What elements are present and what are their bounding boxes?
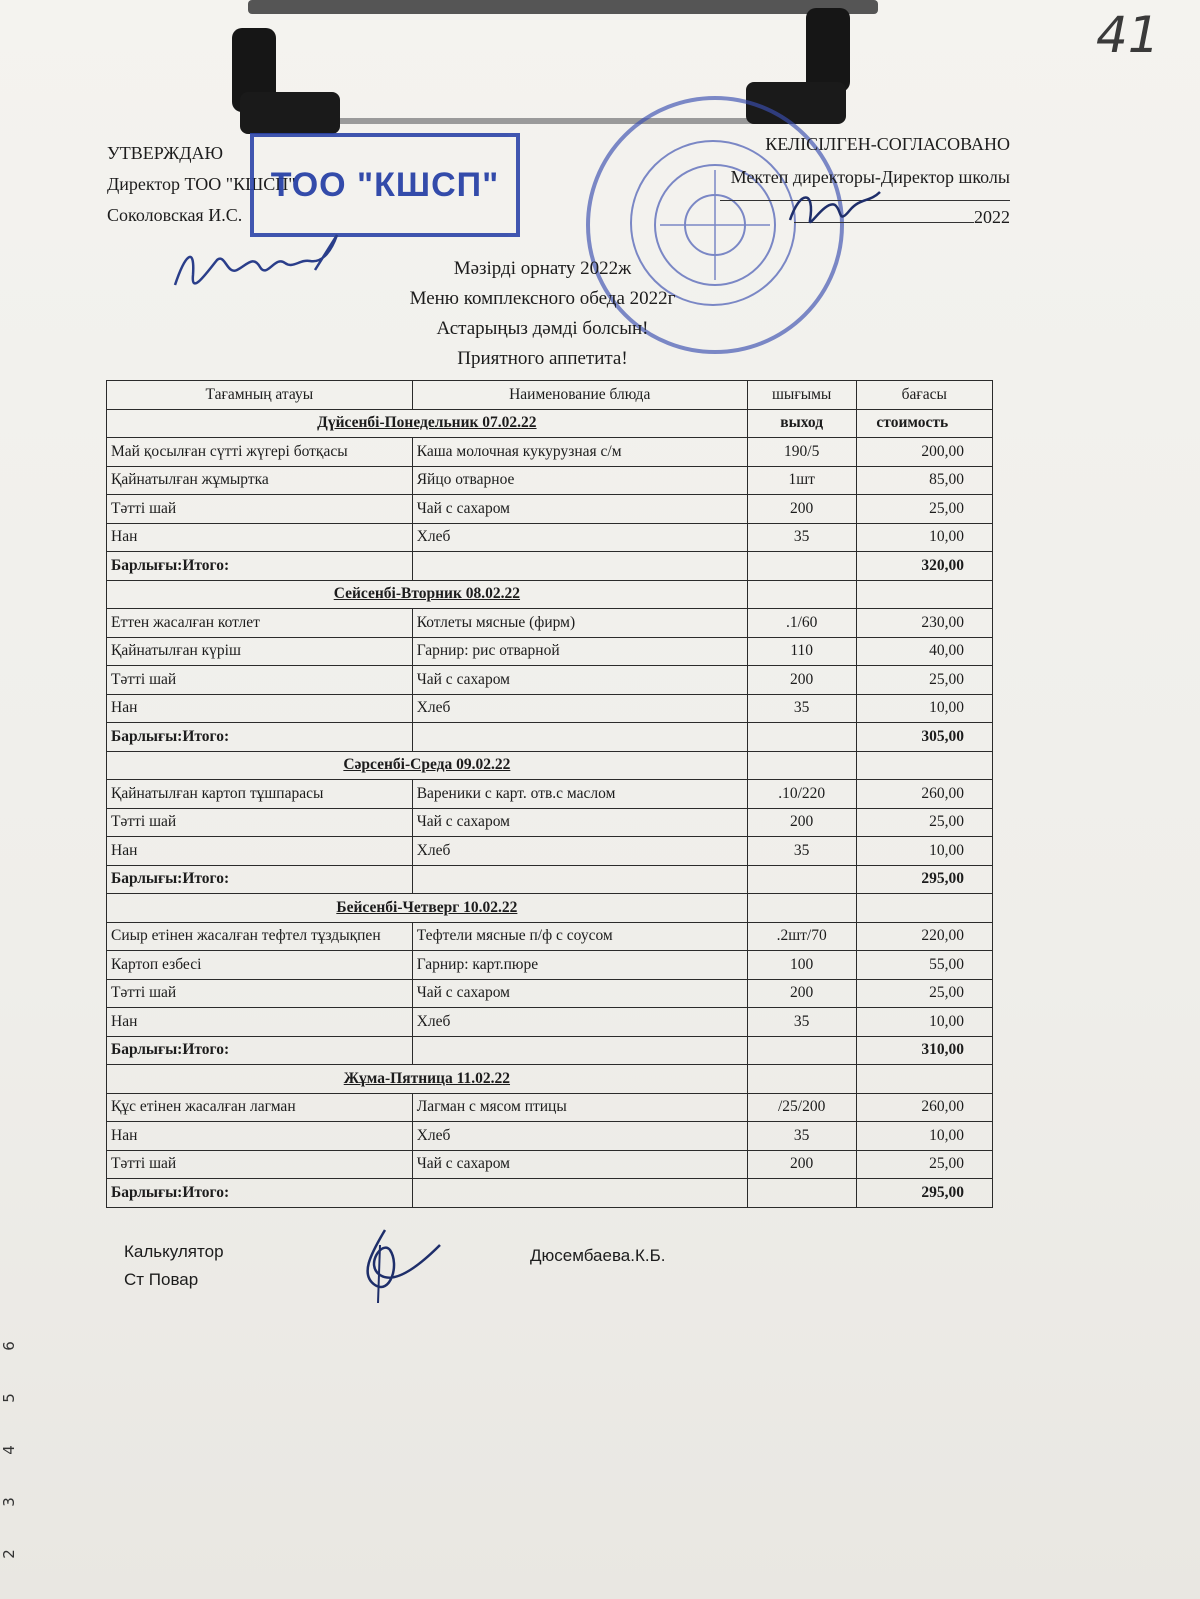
total-label: Барлығы:Итого: bbox=[107, 1036, 413, 1065]
dish-output: 190/5 bbox=[747, 438, 856, 467]
menu-item-row bbox=[107, 523, 993, 552]
clipboard-bar bbox=[248, 0, 878, 14]
menu-item-row bbox=[107, 979, 993, 1008]
footer-calculator: Калькулятор bbox=[124, 1242, 224, 1261]
dish-price: 10,00 bbox=[856, 1008, 992, 1037]
dish-output: 35 bbox=[747, 523, 856, 552]
empty-cell bbox=[747, 751, 856, 780]
total-row bbox=[107, 865, 993, 894]
dish-price: 10,00 bbox=[856, 837, 992, 866]
menu-item-row bbox=[107, 1150, 993, 1179]
dish-price: 25,00 bbox=[856, 808, 992, 837]
dish-name-ru: Хлеб bbox=[412, 1008, 747, 1037]
dish-output: .1/60 bbox=[747, 609, 856, 638]
dish-output: 200 bbox=[747, 979, 856, 1008]
header-output: шығымы bbox=[747, 381, 856, 410]
menu-item-row bbox=[107, 694, 993, 723]
empty-cell bbox=[747, 894, 856, 923]
day-name: Дүйсенбі-Понедельник 07.02.22 bbox=[107, 409, 748, 438]
footer-chef: Ст Повар bbox=[124, 1270, 199, 1289]
dish-output: 100 bbox=[747, 951, 856, 980]
approve-heading: УТВЕРЖДАЮ bbox=[107, 143, 224, 163]
total-label: Барлығы:Итого: bbox=[107, 723, 413, 752]
dish-name-ru: Хлеб bbox=[412, 523, 747, 552]
table-header-row bbox=[107, 381, 993, 410]
ruler-digit: 4 bbox=[0, 1445, 18, 1455]
footer-person-name: Дюсембаева.К.Б. bbox=[530, 1246, 666, 1265]
day-name: Жұма-Пятница 11.02.22 bbox=[107, 1065, 748, 1094]
dish-name-ru: Вареники с карт. отв.с маслом bbox=[412, 780, 747, 809]
dish-output: 35 bbox=[747, 1122, 856, 1151]
dish-name-ru: Чай с сахаром bbox=[412, 666, 747, 695]
total-label: Барлығы:Итого: bbox=[107, 1179, 413, 1208]
header-dish-ru: Наименование блюда bbox=[412, 381, 747, 410]
agreed-year: 2022 bbox=[974, 207, 1010, 227]
dish-price: 40,00 bbox=[856, 637, 992, 666]
menu-item-row bbox=[107, 438, 993, 467]
menu-item-row bbox=[107, 951, 993, 980]
menu-item-row bbox=[107, 837, 993, 866]
dish-output: 110 bbox=[747, 637, 856, 666]
dish-name-kz: Нан bbox=[107, 837, 413, 866]
menu-item-row bbox=[107, 1122, 993, 1151]
dish-price: 25,00 bbox=[856, 1150, 992, 1179]
dish-name-kz: Нан bbox=[107, 1008, 413, 1037]
dish-price: 220,00 bbox=[856, 922, 992, 951]
header-output-sub: выход bbox=[747, 409, 856, 438]
dish-name-kz: Тәтті шай bbox=[107, 495, 413, 524]
dish-output: 35 bbox=[747, 837, 856, 866]
dish-name-ru: Хлеб bbox=[412, 837, 747, 866]
dish-name-kz: Нан bbox=[107, 1122, 413, 1151]
day-header-row bbox=[107, 409, 993, 438]
total-row bbox=[107, 552, 993, 581]
empty-cell bbox=[747, 580, 856, 609]
day-header-row bbox=[107, 1065, 993, 1094]
approve-position: Директор ТОО "КШСП" bbox=[107, 174, 296, 194]
dish-price: 10,00 bbox=[856, 694, 992, 723]
menu-item-row bbox=[107, 808, 993, 837]
dish-name-ru: Хлеб bbox=[412, 694, 747, 723]
ruler-digit: 6 bbox=[0, 1341, 18, 1351]
principal-signature bbox=[780, 180, 890, 240]
dish-name-kz: Сиыр етінен жасалған тефтел тұздықпен bbox=[107, 922, 413, 951]
dish-output: 200 bbox=[747, 1150, 856, 1179]
wish-russian: Приятного аппетита! bbox=[457, 348, 628, 369]
dish-output: 35 bbox=[747, 694, 856, 723]
day-name: Сәрсенбі-Среда 09.02.22 bbox=[107, 751, 748, 780]
day-name: Бейсенбі-Четверг 10.02.22 bbox=[107, 894, 748, 923]
page-number: 41 bbox=[1096, 6, 1160, 64]
empty-cell bbox=[747, 1036, 856, 1065]
dish-output: .2шт/70 bbox=[747, 922, 856, 951]
total-value: 310,00 bbox=[856, 1036, 992, 1065]
empty-cell bbox=[412, 1179, 747, 1208]
dish-name-ru: Хлеб bbox=[412, 1122, 747, 1151]
dish-output: 1шт bbox=[747, 466, 856, 495]
menu-item-row bbox=[107, 780, 993, 809]
dish-name-ru: Тефтели мясные п/ф с соусом bbox=[412, 922, 747, 951]
empty-cell bbox=[747, 552, 856, 581]
dish-name-ru: Чай с сахаром bbox=[412, 495, 747, 524]
empty-cell bbox=[747, 1065, 856, 1094]
total-value: 295,00 bbox=[856, 1179, 992, 1208]
dish-name-kz: Қайнатылған жұмыртка bbox=[107, 466, 413, 495]
ruler-edge bbox=[0, 1320, 18, 1580]
agreed-heading: КЕЛІСІЛГЕН-СОГЛАСОВАНО bbox=[765, 134, 1010, 154]
approve-person: Соколовская И.С. bbox=[107, 205, 243, 225]
dish-name-kz: Нан bbox=[107, 523, 413, 552]
menu-item-row bbox=[107, 609, 993, 638]
dish-name-kz: Тәтті шай bbox=[107, 979, 413, 1008]
day-header-row bbox=[107, 751, 993, 780]
day-name: Сейсенбі-Вторник 08.02.22 bbox=[107, 580, 748, 609]
dish-output: 200 bbox=[747, 808, 856, 837]
dish-name-ru: Гарнир: рис отварной bbox=[412, 637, 747, 666]
title-kazakh: Мәзірді орнату 2022ж bbox=[453, 258, 632, 279]
header-price: бағасы bbox=[856, 381, 992, 410]
total-value: 295,00 bbox=[856, 865, 992, 894]
dish-name-kz: Тәтті шай bbox=[107, 666, 413, 695]
dish-price: 85,00 bbox=[856, 466, 992, 495]
total-row bbox=[107, 1179, 993, 1208]
empty-cell bbox=[747, 1179, 856, 1208]
ruler-digit: 3 bbox=[0, 1497, 18, 1507]
empty-cell bbox=[747, 723, 856, 752]
total-value: 320,00 bbox=[856, 552, 992, 581]
empty-cell bbox=[412, 865, 747, 894]
header-price-sub: стоимость bbox=[856, 409, 992, 438]
menu-item-row bbox=[107, 637, 993, 666]
dish-price: 10,00 bbox=[856, 1122, 992, 1151]
menu-item-row bbox=[107, 922, 993, 951]
dish-output: 35 bbox=[747, 1008, 856, 1037]
total-label: Барлығы:Итого: bbox=[107, 865, 413, 894]
dish-name-ru: Чай с сахаром bbox=[412, 1150, 747, 1179]
dish-output: 200 bbox=[747, 666, 856, 695]
dish-price: 260,00 bbox=[856, 1093, 992, 1122]
dish-name-kz: Еттен жасалған котлет bbox=[107, 609, 413, 638]
empty-cell bbox=[747, 865, 856, 894]
dish-name-kz: Картоп езбесі bbox=[107, 951, 413, 980]
clip-handle-right bbox=[806, 8, 850, 92]
agreed-position: Мектеп директоры-Директор школы bbox=[730, 167, 1010, 187]
day-header-row bbox=[107, 894, 993, 923]
day-header-row bbox=[107, 580, 993, 609]
ruler-digit: 2 bbox=[0, 1549, 18, 1559]
title-russian: Меню комплексного обеда 2022г bbox=[409, 288, 676, 309]
menu-table bbox=[106, 380, 993, 1208]
dish-price: 25,00 bbox=[856, 666, 992, 695]
dish-price: 25,00 bbox=[856, 495, 992, 524]
calculator-signature bbox=[350, 1225, 450, 1305]
dish-name-kz: Май қосылған сүтті жүгері ботқасы bbox=[107, 438, 413, 467]
empty-cell bbox=[856, 580, 992, 609]
wish-kazakh: Астарыңыз дәмді болсын! bbox=[436, 318, 649, 339]
dish-name-ru: Яйцо отварное bbox=[412, 466, 747, 495]
dish-price: 200,00 bbox=[856, 438, 992, 467]
dish-name-kz: Тәтті шай bbox=[107, 1150, 413, 1179]
empty-cell bbox=[412, 552, 747, 581]
menu-item-row bbox=[107, 1093, 993, 1122]
menu-title-block bbox=[0, 254, 1085, 374]
empty-cell bbox=[856, 1065, 992, 1094]
dish-name-kz: Тәтті шай bbox=[107, 808, 413, 837]
menu-item-row bbox=[107, 495, 993, 524]
menu-item-row bbox=[107, 1008, 993, 1037]
dish-price: 10,00 bbox=[856, 523, 992, 552]
dish-output: /25/200 bbox=[747, 1093, 856, 1122]
dish-price: 55,00 bbox=[856, 951, 992, 980]
dish-price: 25,00 bbox=[856, 979, 992, 1008]
empty-cell bbox=[412, 1036, 747, 1065]
empty-cell bbox=[856, 894, 992, 923]
total-row bbox=[107, 723, 993, 752]
dish-output: .10/220 bbox=[747, 780, 856, 809]
menu-item-row bbox=[107, 466, 993, 495]
empty-cell bbox=[412, 723, 747, 752]
total-row bbox=[107, 1036, 993, 1065]
dish-name-ru: Котлеты мясные (фирм) bbox=[412, 609, 747, 638]
dish-output: 200 bbox=[747, 495, 856, 524]
dish-name-ru: Чай с сахаром bbox=[412, 808, 747, 837]
dish-name-kz: Қайнатылған картоп тұшпарасы bbox=[107, 780, 413, 809]
dish-name-ru: Каша молочная кукурузная с/м bbox=[412, 438, 747, 467]
dish-name-ru: Чай с сахаром bbox=[412, 979, 747, 1008]
dish-name-kz: Қайнатылған күріш bbox=[107, 637, 413, 666]
dish-name-kz: Нан bbox=[107, 694, 413, 723]
empty-cell bbox=[856, 751, 992, 780]
company-stamp: ТОО "КШСП" bbox=[250, 133, 520, 237]
dish-name-ru: Гарнир: карт.пюре bbox=[412, 951, 747, 980]
ruler-digit: 5 bbox=[0, 1393, 18, 1403]
dish-price: 230,00 bbox=[856, 609, 992, 638]
total-value: 305,00 bbox=[856, 723, 992, 752]
header-dish-kz: Тағамның атауы bbox=[107, 381, 413, 410]
menu-item-row bbox=[107, 666, 993, 695]
total-label: Барлығы:Итого: bbox=[107, 552, 413, 581]
clip-foot-left bbox=[240, 92, 340, 134]
dish-price: 260,00 bbox=[856, 780, 992, 809]
dish-name-kz: Құс етінен жасалған лагман bbox=[107, 1093, 413, 1122]
dish-name-ru: Лагман с мясом птицы bbox=[412, 1093, 747, 1122]
